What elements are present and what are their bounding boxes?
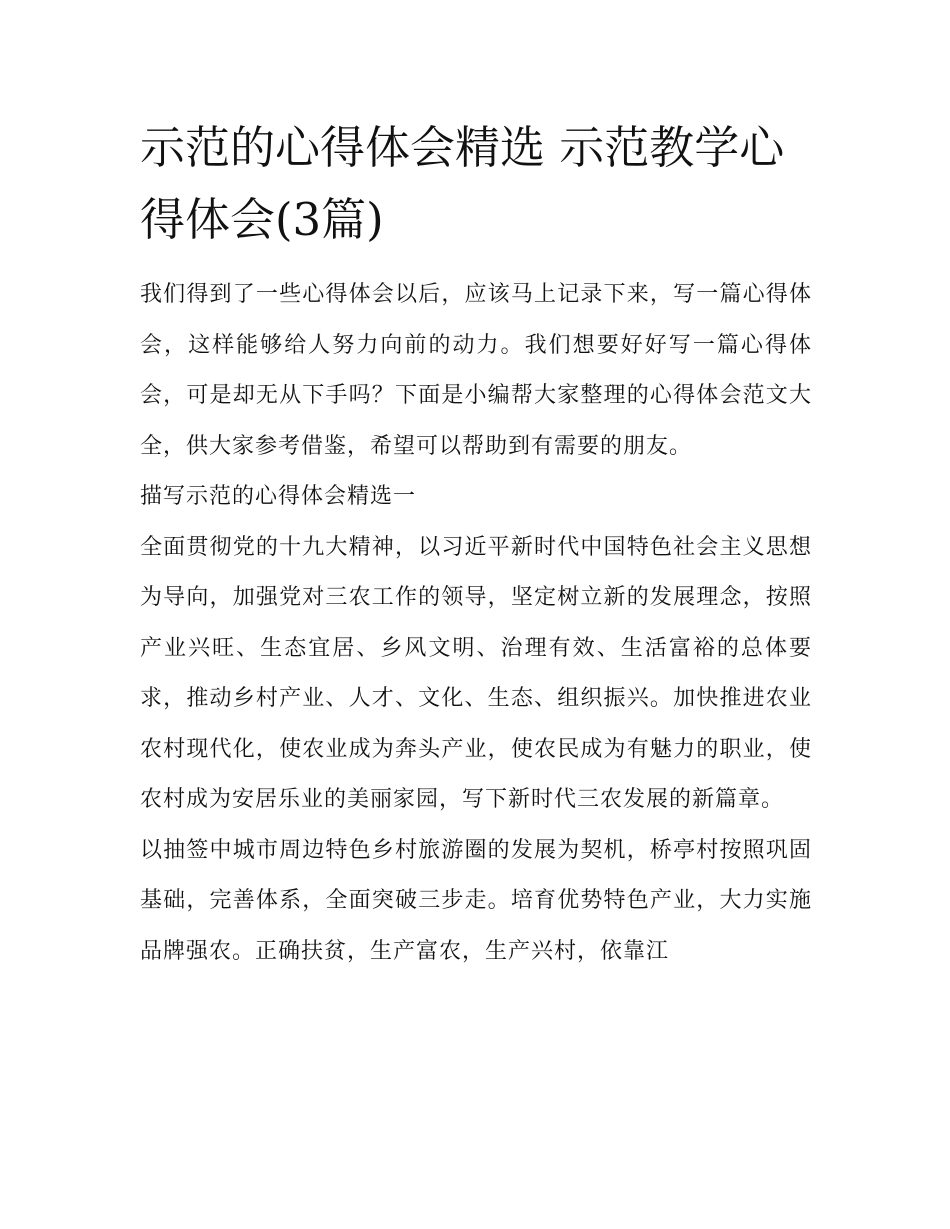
section-heading: 描写示范的心得体会精选一 — [140, 484, 417, 509]
body-paragraph-2: 以抽签中城市周边特色乡村旅游圈的发展为契机，桥亭村按照巩固基础，完善体系，全面突破三步走。培育优势特色产业，大力实施品牌强农。正确扶贫，生产富农，生产兴村，依靠江 — [140, 837, 812, 964]
document-page — [140, 112, 812, 977]
body-paragraph-1: 全面贯彻党的十九大精神，以习近平新时代中国特色社会主义思想为导向，加强党对三农工作的领导，坚定树立新的发展理念，按照产业兴旺、生态宜居、乡风文明、治理有效、生活富裕的总体要求，推动乡村产业、人才、文化、生态、组织振兴。加快推进农业农村现代化，使农业成为奔头产业，使农民成为有魅力的职业，使农村成为安居乐业的美丽家园，写下新时代三农发展的新篇章。 — [140, 534, 812, 812]
document-title: 示范的心得体会精选 示范教学心得体会(3篇) — [140, 121, 785, 246]
intro-paragraph: 我们得到了一些心得体会以后，应该马上记录下来，写一篇心得体会，这样能够给人努力向前的动力。我们想要好好写一篇心得体会，可是却无从下手吗？下面是小编帮大家整理的心得体会范文大全，供大家参考借鉴，希望可以帮助到有需要的朋友。 — [140, 282, 812, 459]
